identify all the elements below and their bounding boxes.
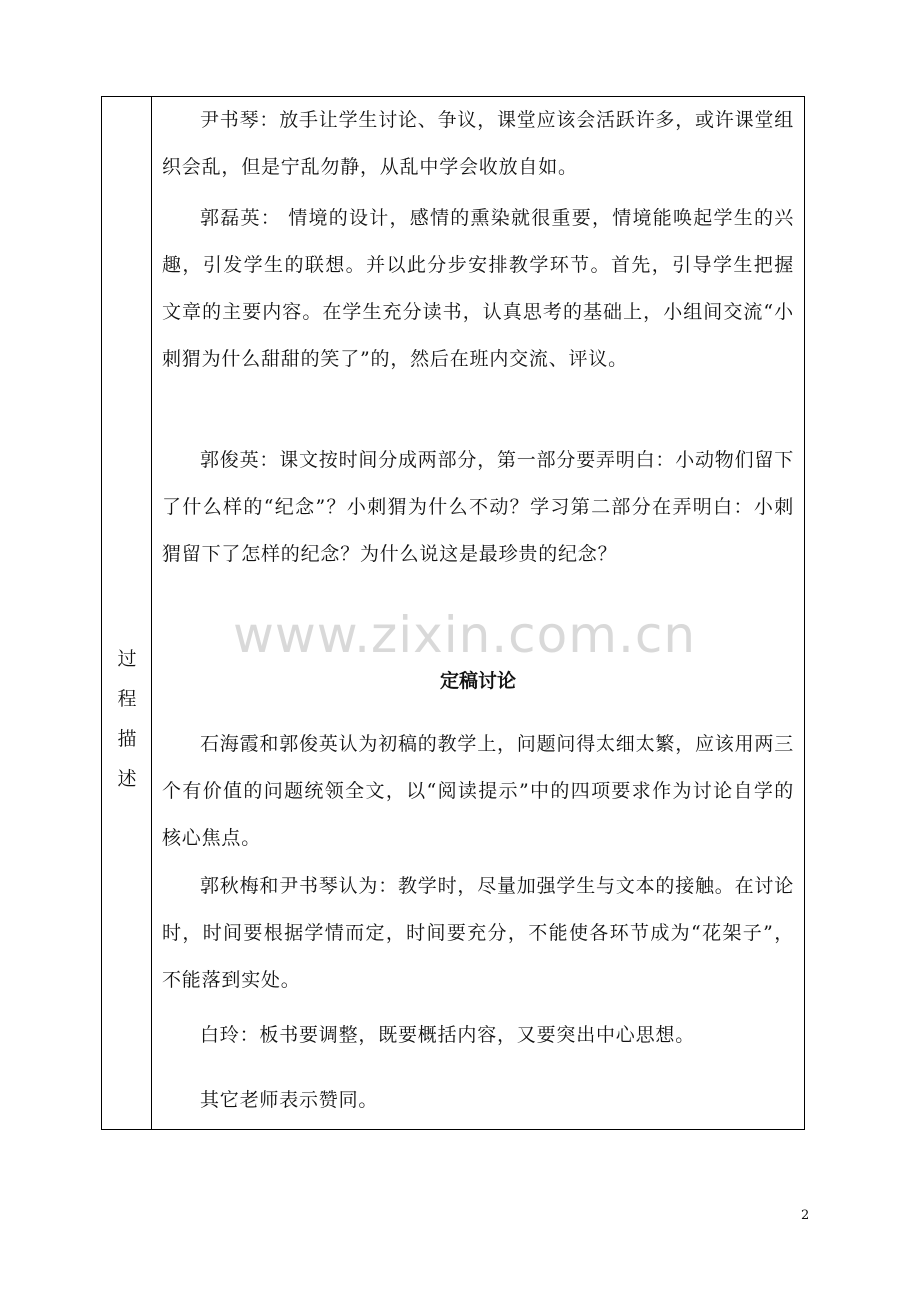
paragraph-guo-junying: 郭俊英：课文按时间分成两部分，第一部分要弄明白：小动物们留下了什么样的“纪念”？小刺猬为什么不动？学习第二部分在弄明白：小刺猬留下了怎样的纪念？为什么说这是最珍贵的纪念？ — [162, 449, 795, 565]
paragraph-yin-shuqin: 尹书琴：放手让学生讨论、争议，课堂应该会活跃许多，或许课堂组织会乱，但是宁乱勿静，从乱中学会收放自如。 — [162, 109, 795, 178]
section-heading: 定稿讨论 — [439, 670, 516, 692]
row-label-char: 过 — [117, 648, 137, 670]
paragraph-guo-qiumei: 郭秋梅和尹书琴认为：教学时，尽量加强学生与文本的接触。在讨论时，时间要根据学情而定，时间要充分，不能使各环节成为“花架子”，不能落到实处。 — [162, 875, 795, 991]
page-number: 2 — [801, 1208, 810, 1223]
paragraph-guo-leiying: 郭磊英： 情境的设计，感情的熏染就很重要，情境能唤起学生的兴趣，引发学生的联想。并以此分步安排教学环节。首先，引导学生把握文章的主要内容。在学生充分读书，认真思考的基础上，小组间交流“小刺猬为什么甜甜的笑了”的，然后在班内交流、评议。 — [162, 207, 794, 370]
row-label-char: 程 — [117, 688, 137, 710]
row-label-char: 述 — [117, 768, 137, 790]
row-label — [102, 639, 152, 799]
record-table — [101, 96, 805, 1130]
description-cell — [152, 97, 804, 1129]
row-label-char: 描 — [117, 728, 137, 750]
watermark: www.zixin.com.cn — [233, 606, 697, 664]
paragraph-shi-haixia: 石海霞和郭俊英认为初稿的教学上，问题问得太细太繁，应该用两三个有价值的问题统领全文，以“阅读提示”中的四项要求作为讨论自学的核心焦点。 — [162, 733, 795, 849]
paragraph-bai-ling: 白玲：板书要调整，既要概括内容，又要突出中心思想。 — [200, 1024, 696, 1046]
row-label-column — [102, 97, 152, 1129]
paragraph-others: 其它老师表示赞同。 — [200, 1089, 379, 1111]
